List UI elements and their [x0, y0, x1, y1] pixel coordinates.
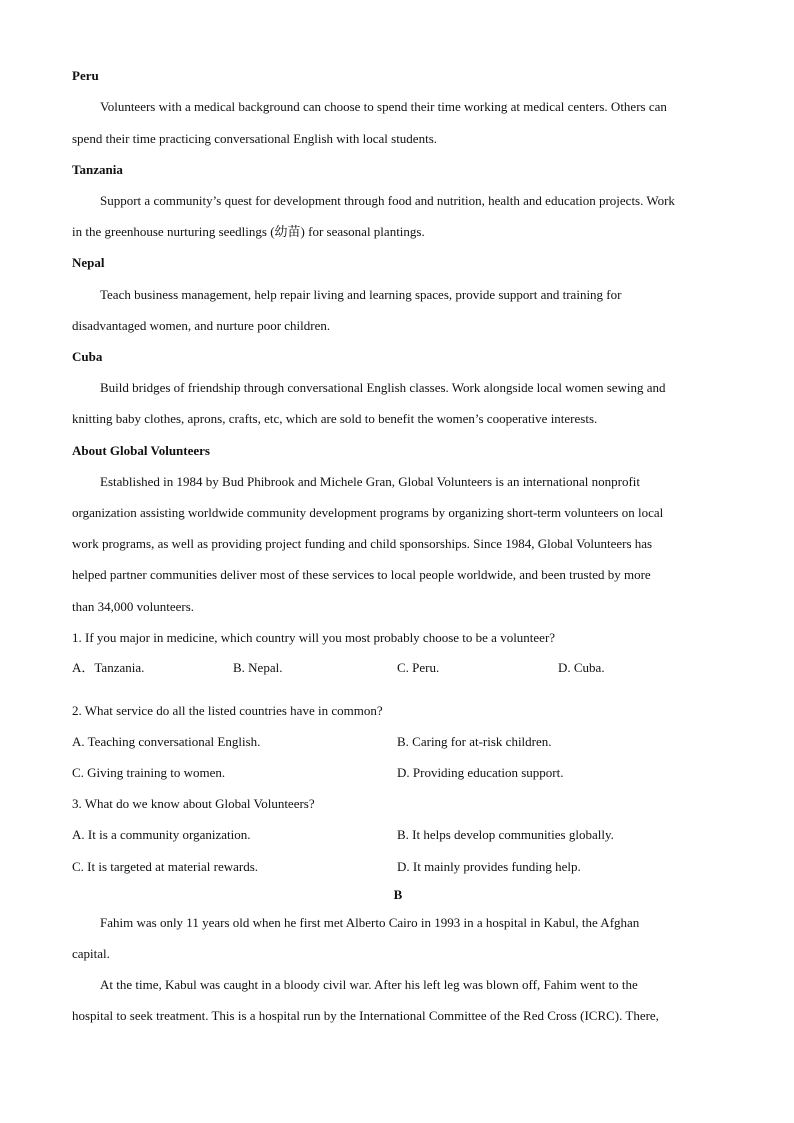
paragraph-line: Build bridges of friendship through conversational English classes. Work alongside local women sewing and — [100, 380, 666, 395]
question-3-option-c: C. It is targeted at material rewards. — [72, 859, 259, 874]
paragraph-line: Teach business management, help repair living and learning spaces, provide support and training for — [100, 287, 622, 302]
section-heading-nepal: Nepal — [72, 255, 105, 270]
paragraph-line: helped partner communities deliver most of these services to local people worldwide, and been trusted by more — [72, 567, 651, 582]
paragraph-line: in the greenhouse nurturing seedlings (幼苗) for seasonal plantings. — [72, 224, 425, 239]
paragraph-line: At the time, Kabul was caught in a bloody civil war. After his left leg was blown off, Fahim went to the — [100, 977, 638, 992]
paragraph-line: work programs, as well as providing project funding and child sponsorships. Since 1984, Global Volunteers has — [72, 536, 653, 551]
question-3-option-a: A. It is a community organization. — [72, 827, 251, 842]
question-3-option-b: B. It helps develop communities globally. — [397, 827, 614, 842]
paragraph-line: than 34,000 volunteers. — [72, 599, 195, 614]
question-2-option-a: A. Teaching conversational English. — [72, 734, 261, 749]
paragraph-line: capital. — [72, 946, 110, 961]
question-stem-2: 2. What service do all the listed countries have in common? — [72, 703, 383, 718]
paragraph-line: spend their time practicing conversational English with local students. — [72, 131, 437, 146]
paragraph-line: disadvantaged women, and nurture poor children. — [72, 318, 331, 333]
section-heading-peru: Peru — [72, 68, 99, 83]
paragraph-line: organization assisting worldwide community development programs by organizing short-term volunteers on local — [72, 505, 664, 520]
question-2-option-c: C. Giving training to women. — [72, 765, 226, 780]
paragraph-line: Volunteers with a medical background can choose to spend their time working at medical centers. Others can — [100, 99, 667, 114]
paragraph-line: knitting baby clothes, aprons, crafts, etc, which are sold to benefit the women’s cooperative interests. — [72, 411, 598, 426]
paragraph-line: hospital to seek treatment. This is a hospital run by the International Committee of the Red Cross (ICRC). There, — [72, 1008, 659, 1023]
question-3-option-d: D. It mainly provides funding help. — [397, 859, 581, 874]
paragraph-line: Fahim was only 11 years old when he first met Alberto Cairo in 1993 in a hospital in Kabul, the Afghan — [100, 915, 640, 930]
question-1-option-c: C. Peru. — [397, 660, 440, 675]
question-stem-3: 3. What do we know about Global Volunteers? — [72, 796, 315, 811]
section-heading-about: About Global Volunteers — [72, 443, 210, 458]
question-stem-1: 1. If you major in medicine, which country will you most probably choose to be a volunteer? — [72, 630, 556, 645]
question-1-option-d: D. Cuba. — [558, 660, 605, 675]
question-1-option-a: A．Tanzania. — [72, 660, 145, 675]
passage-label: B — [393, 887, 403, 902]
section-heading-tanzania: Tanzania — [72, 162, 123, 177]
question-2-option-b: B. Caring for at-risk children. — [397, 734, 552, 749]
question-2-option-d: D. Providing education support. — [397, 765, 564, 780]
paragraph-line: Established in 1984 by Bud Phibrook and Michele Gran, Global Volunteers is an international nonprofit — [100, 474, 641, 489]
paragraph-line: Support a community’s quest for development through food and nutrition, health and education projects. Work — [100, 193, 675, 208]
question-1-option-b: B. Nepal. — [233, 660, 283, 675]
section-heading-cuba: Cuba — [72, 349, 103, 364]
